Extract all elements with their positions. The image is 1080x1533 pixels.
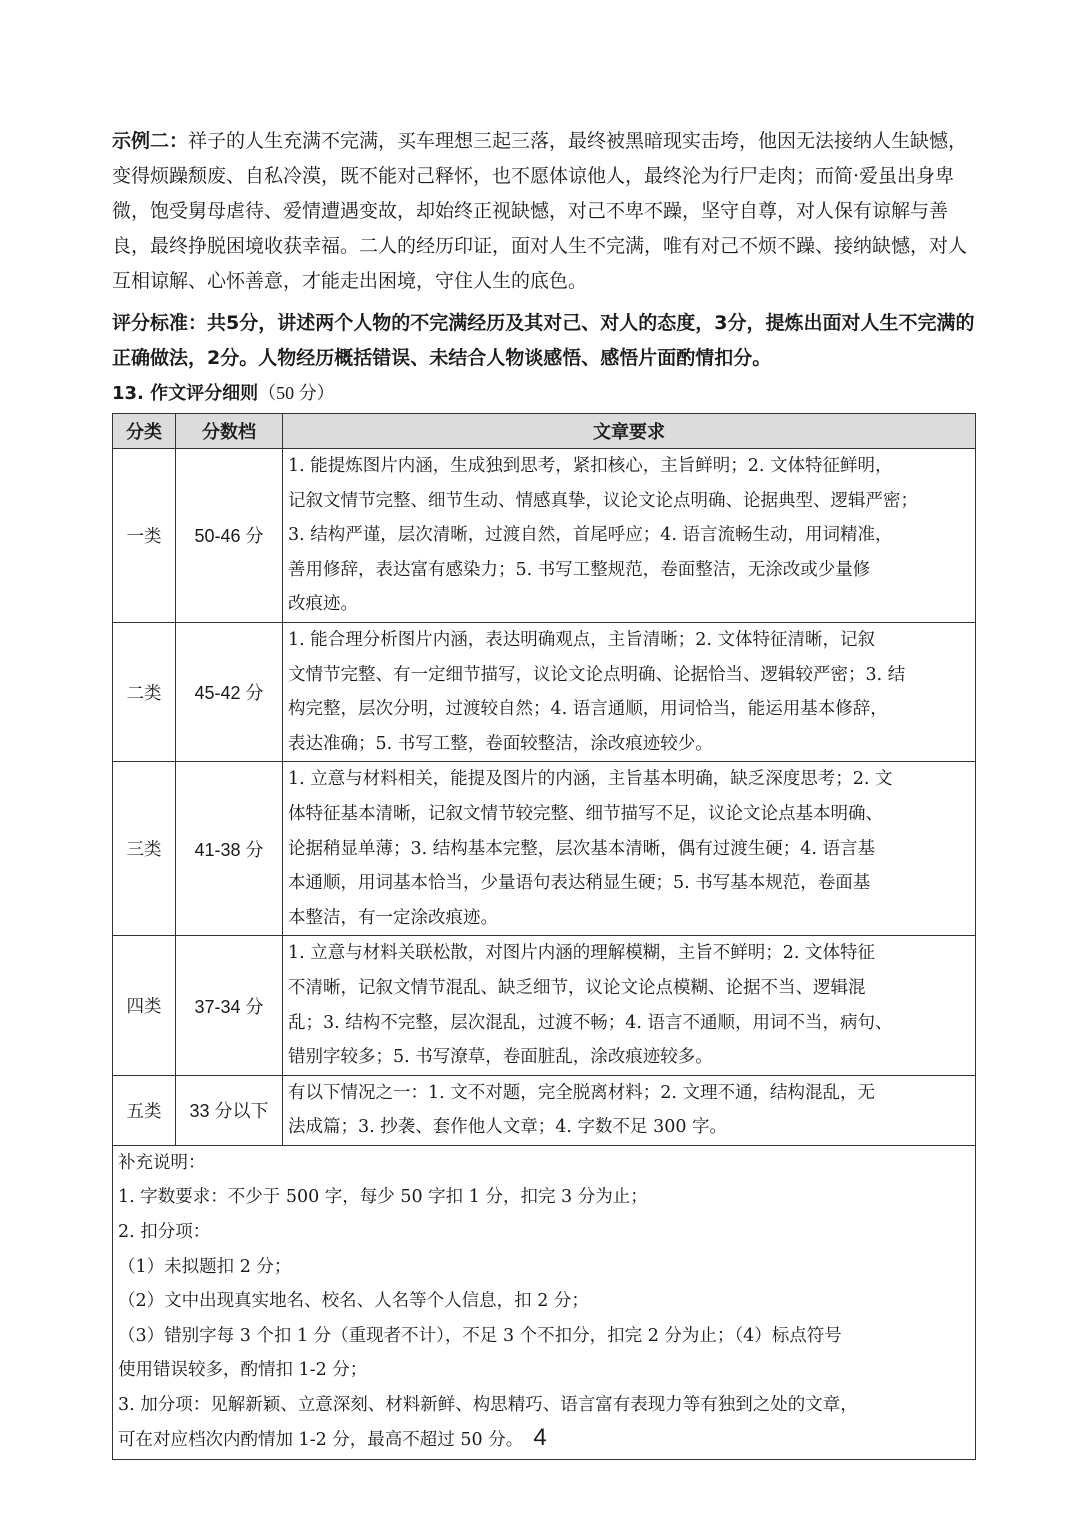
requirement-line: 文情节完整、有一定细节描写，议论文论点明确、论据恰当、逻辑较严密；3. 结 xyxy=(288,664,906,685)
requirement-line: 记叙文情节完整、细节生动、情感真挚，议论文论点明确、论据典型、逻辑严密； xyxy=(288,490,918,511)
score-range-cell: 50-46 分 xyxy=(176,449,283,623)
category-cell: 四类 xyxy=(113,936,176,1075)
requirement-line: 法成篇；3. 抄袭、套作他人文章；4. 字数不足 300 字。 xyxy=(288,1117,728,1138)
requirement-line: 乱；3. 结构不完整，层次混乱，过渡不畅；4. 语言不通顺，用词不当，病句、 xyxy=(288,1012,893,1033)
header-category: 分类 xyxy=(113,414,176,449)
section-title xyxy=(112,378,978,409)
table-row xyxy=(113,449,976,623)
supplement-line: 使用错误较多，酌情扣 1-2 分； xyxy=(118,1360,368,1381)
section-points: （50 分） xyxy=(258,383,335,403)
table-row xyxy=(113,1075,976,1145)
requirements-cell xyxy=(283,936,976,1075)
score-range-cell: 41-38 分 xyxy=(176,762,283,936)
requirement-line: 1. 能提炼图片内涵，生成独到思考，紧扣核心，主旨鲜明；2. 文体特征鲜明， xyxy=(288,456,893,476)
supplement-line: 可在对应档次内酌情加 1-2 分，最高不超过 50 分。 xyxy=(118,1429,524,1450)
scoring-criteria: 评分标准：共5分，讲述两个人物的不完满经历及其对己、对人的态度，3分，提炼出面对人生不完满的正确做法，2分。人物经历概括错误、未结合人物谈感悟、感悟片面酌情扣分。 xyxy=(112,312,975,369)
supplement-line: （2）文中出现真实地名、校名、人名等个人信息，扣 2 分； xyxy=(118,1291,589,1312)
category-cell: 三类 xyxy=(113,762,176,936)
score-range-cell: 45-42 分 xyxy=(176,622,283,761)
score-range-cell: 33 分以下 xyxy=(176,1075,283,1145)
table-row xyxy=(113,936,976,1075)
category-cell: 一类 xyxy=(113,449,176,623)
category-cell: 五类 xyxy=(113,1075,176,1145)
requirement-line: 错别字较多；5. 书写潦草，卷面脏乱，涂改痕迹较多。 xyxy=(288,1047,713,1068)
supplement-line: 2. 扣分项： xyxy=(118,1222,211,1243)
supplement-line: 1. 字数要求：不少于 500 字，每少 50 字扣 1 分，扣完 3 分为止； xyxy=(118,1187,648,1208)
requirement-line: 改痕迹。 xyxy=(288,594,358,615)
page-number: 4 xyxy=(533,1424,547,1451)
requirement-line: 1. 能合理分析图片内涵，表达明确观点，主旨清晰；2. 文体特征清晰，记叙 xyxy=(288,629,876,650)
supplement-notes xyxy=(113,1145,976,1459)
table-row xyxy=(113,622,976,761)
supplement-line: （3）错别字每 3 个扣 1 分（重现者不计），不足 3 个不扣分，扣完 2 分为止；（4）标点符号 xyxy=(118,1325,842,1346)
example-two-paragraph xyxy=(112,124,978,299)
header-requirements: 文章要求 xyxy=(283,414,976,449)
supplement-line: 补充说明： xyxy=(118,1152,206,1173)
section-title-text: 13. 作文评分细则 xyxy=(112,383,259,404)
table-row xyxy=(113,762,976,936)
requirement-line: 体特征基本清晰，记叙文情节较完整、细节描写不足，议论文论点基本明确、 xyxy=(288,803,883,824)
requirement-line: 善用修辞，表达富有感染力；5. 书写工整规范，卷面整洁，无涂改或少量修 xyxy=(288,559,871,580)
requirement-line: 论据稍显单薄；3. 结构基本完整，层次基本清晰，偶有过渡生硬；4. 语言基 xyxy=(288,838,876,859)
example-label: 示例二： xyxy=(112,130,189,152)
table-header-row xyxy=(113,414,976,449)
supplement-line: 3. 加分项：见解新颖、立意深刻、材料新鲜、构思精巧、语言富有表现力等有独到之处的文章， xyxy=(118,1395,858,1416)
requirement-line: 本整洁，有一定涂改痕迹。 xyxy=(288,907,498,928)
requirement-line: 本通顺，用词基本恰当，少量语句表达稍显生硬；5. 书写基本规范，卷面基 xyxy=(288,873,871,894)
rubric-body xyxy=(113,449,976,1146)
requirements-cell xyxy=(283,449,976,623)
category-cell: 二类 xyxy=(113,622,176,761)
requirements-cell xyxy=(283,622,976,761)
requirement-line: 不清晰，记叙文情节混乱、缺乏细节，议论文论点模糊、论据不当、逻辑混 xyxy=(288,977,866,998)
requirements-cell xyxy=(283,762,976,936)
requirement-line: 3. 结构严谨，层次清晰，过渡自然，首尾呼应；4. 语言流畅生动，用词精准， xyxy=(288,525,893,546)
requirements-cell xyxy=(283,1075,976,1145)
requirement-line: 1. 立意与材料相关，能提及图片的内涵，主旨基本明确，缺乏深度思考；2. 文 xyxy=(288,769,893,790)
requirement-line: 表达准确；5. 书写工整，卷面较整洁，涂改痕迹较少。 xyxy=(288,733,713,754)
essay-rubric-table xyxy=(112,413,976,1460)
requirement-line: 构完整，层次分明，过渡较自然；4. 语言通顺，用词恰当，能运用基本修辞， xyxy=(288,699,888,720)
supplement-line: （1）未拟题扣 2 分； xyxy=(118,1256,292,1277)
example-text: 祥子的人生充满不完满，买车理想三起三落，最终被黑暗现实击垮，他因无法接纳人生缺憾，变得烦躁颓废、自私冷漠，既不能对己释怀，也不愿体谅他人，最终沦为行尸走肉；而简·爱虽出身卑微，饱受舅母虐待、爱情遭遇变故，却始终正视缺憾，对己不卑不躁，坚守自尊，对人保有谅解与善良，最终挣脱困境收获幸福。二人的经历印证，面对人生不完满，唯有对己不烦不躁、接纳缺憾，对人互相谅解、心怀善意，才能走出困境，守住人生的底色。 xyxy=(112,130,968,292)
supplement-row xyxy=(113,1145,976,1459)
score-range-cell: 37-34 分 xyxy=(176,936,283,1075)
requirement-line: 有以下情况之一：1. 文不对题，完全脱离材料；2. 文理不通，结构混乱，无 xyxy=(288,1082,876,1103)
requirement-line: 1. 立意与材料关联松散，对图片内涵的理解模糊，主旨不鲜明；2. 文体特征 xyxy=(288,943,876,964)
header-score: 分数档 xyxy=(176,414,283,449)
